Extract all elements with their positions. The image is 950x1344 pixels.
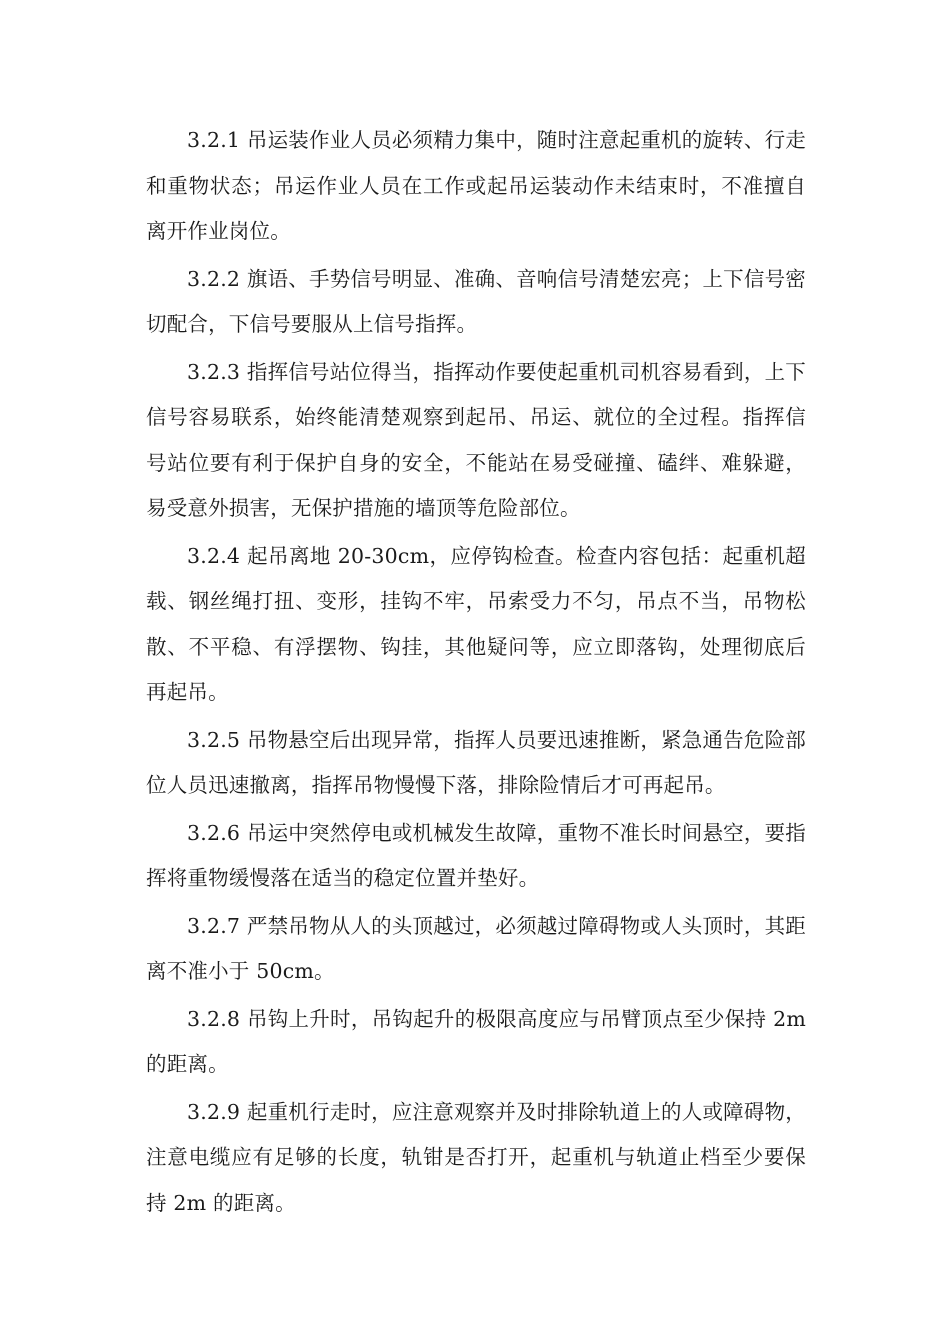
paragraph-3-2-4: 3.2.4 起吊离地 20-30cm，应停钩检查。检查内容包括：起重机超载、钢丝绳打扭、变形，挂钩不牢，吊索受力不匀，吊点不当，吊物松散、不平稳、有浮摆物、钩挂，其他疑问等，应立即落钩，处理彻底后再起吊。	[146, 543, 806, 704]
document-body	[146, 118, 806, 1228]
paragraph-3-2-2: 3.2.2 旗语、手势信号明显、准确、音响信号清楚宏亮；上下信号密切配合，下信号要服从上信号指挥。	[146, 266, 806, 336]
paragraph-3-2-8: 3.2.8 吊钩上升时，吊钩起升的极限高度应与吊臂顶点至少保持 2m 的距离。	[146, 1006, 806, 1076]
paragraph-3-2-3: 3.2.3 指挥信号站位得当，指挥动作要使起重机司机容易看到，上下信号容易联系，始终能清楚观察到起吊、吊运、就位的全过程。指挥信号站位要有利于保护自身的安全，不能站在易受碰撞、磕绊、难躲避，易受意外损害，无保护措施的墙顶等危险部位。	[146, 359, 806, 520]
paragraph-3-2-7: 3.2.7 严禁吊物从人的头顶越过，必须越过障碍物或人头顶时，其距离不准小于 50cm。	[146, 913, 806, 983]
paragraph-3-2-1: 3.2.1 吊运装作业人员必须精力集中，随时注意起重机的旋转、行走和重物状态；吊运作业人员在工作或起吊运装动作未结束时，不准擅自离开作业岗位。	[146, 128, 806, 243]
paragraph-3-2-6: 3.2.6 吊运中突然停电或机械发生故障，重物不准长时间悬空，要指挥将重物缓慢落在适当的稳定位置并垫好。	[146, 820, 806, 890]
paragraph-3-2-9: 3.2.9 起重机行走时，应注意观察并及时排除轨道上的人或障碍物，注意电缆应有足够的长度，轨钳是否打开，起重机与轨道止档至少要保持 2m 的距离。	[146, 1099, 806, 1215]
paragraph-3-2-5: 3.2.5 吊物悬空后出现异常，指挥人员要迅速推断，紧急通告危险部位人员迅速撤离，指挥吊物慢慢下落，排除险情后才可再起吊。	[146, 727, 806, 797]
